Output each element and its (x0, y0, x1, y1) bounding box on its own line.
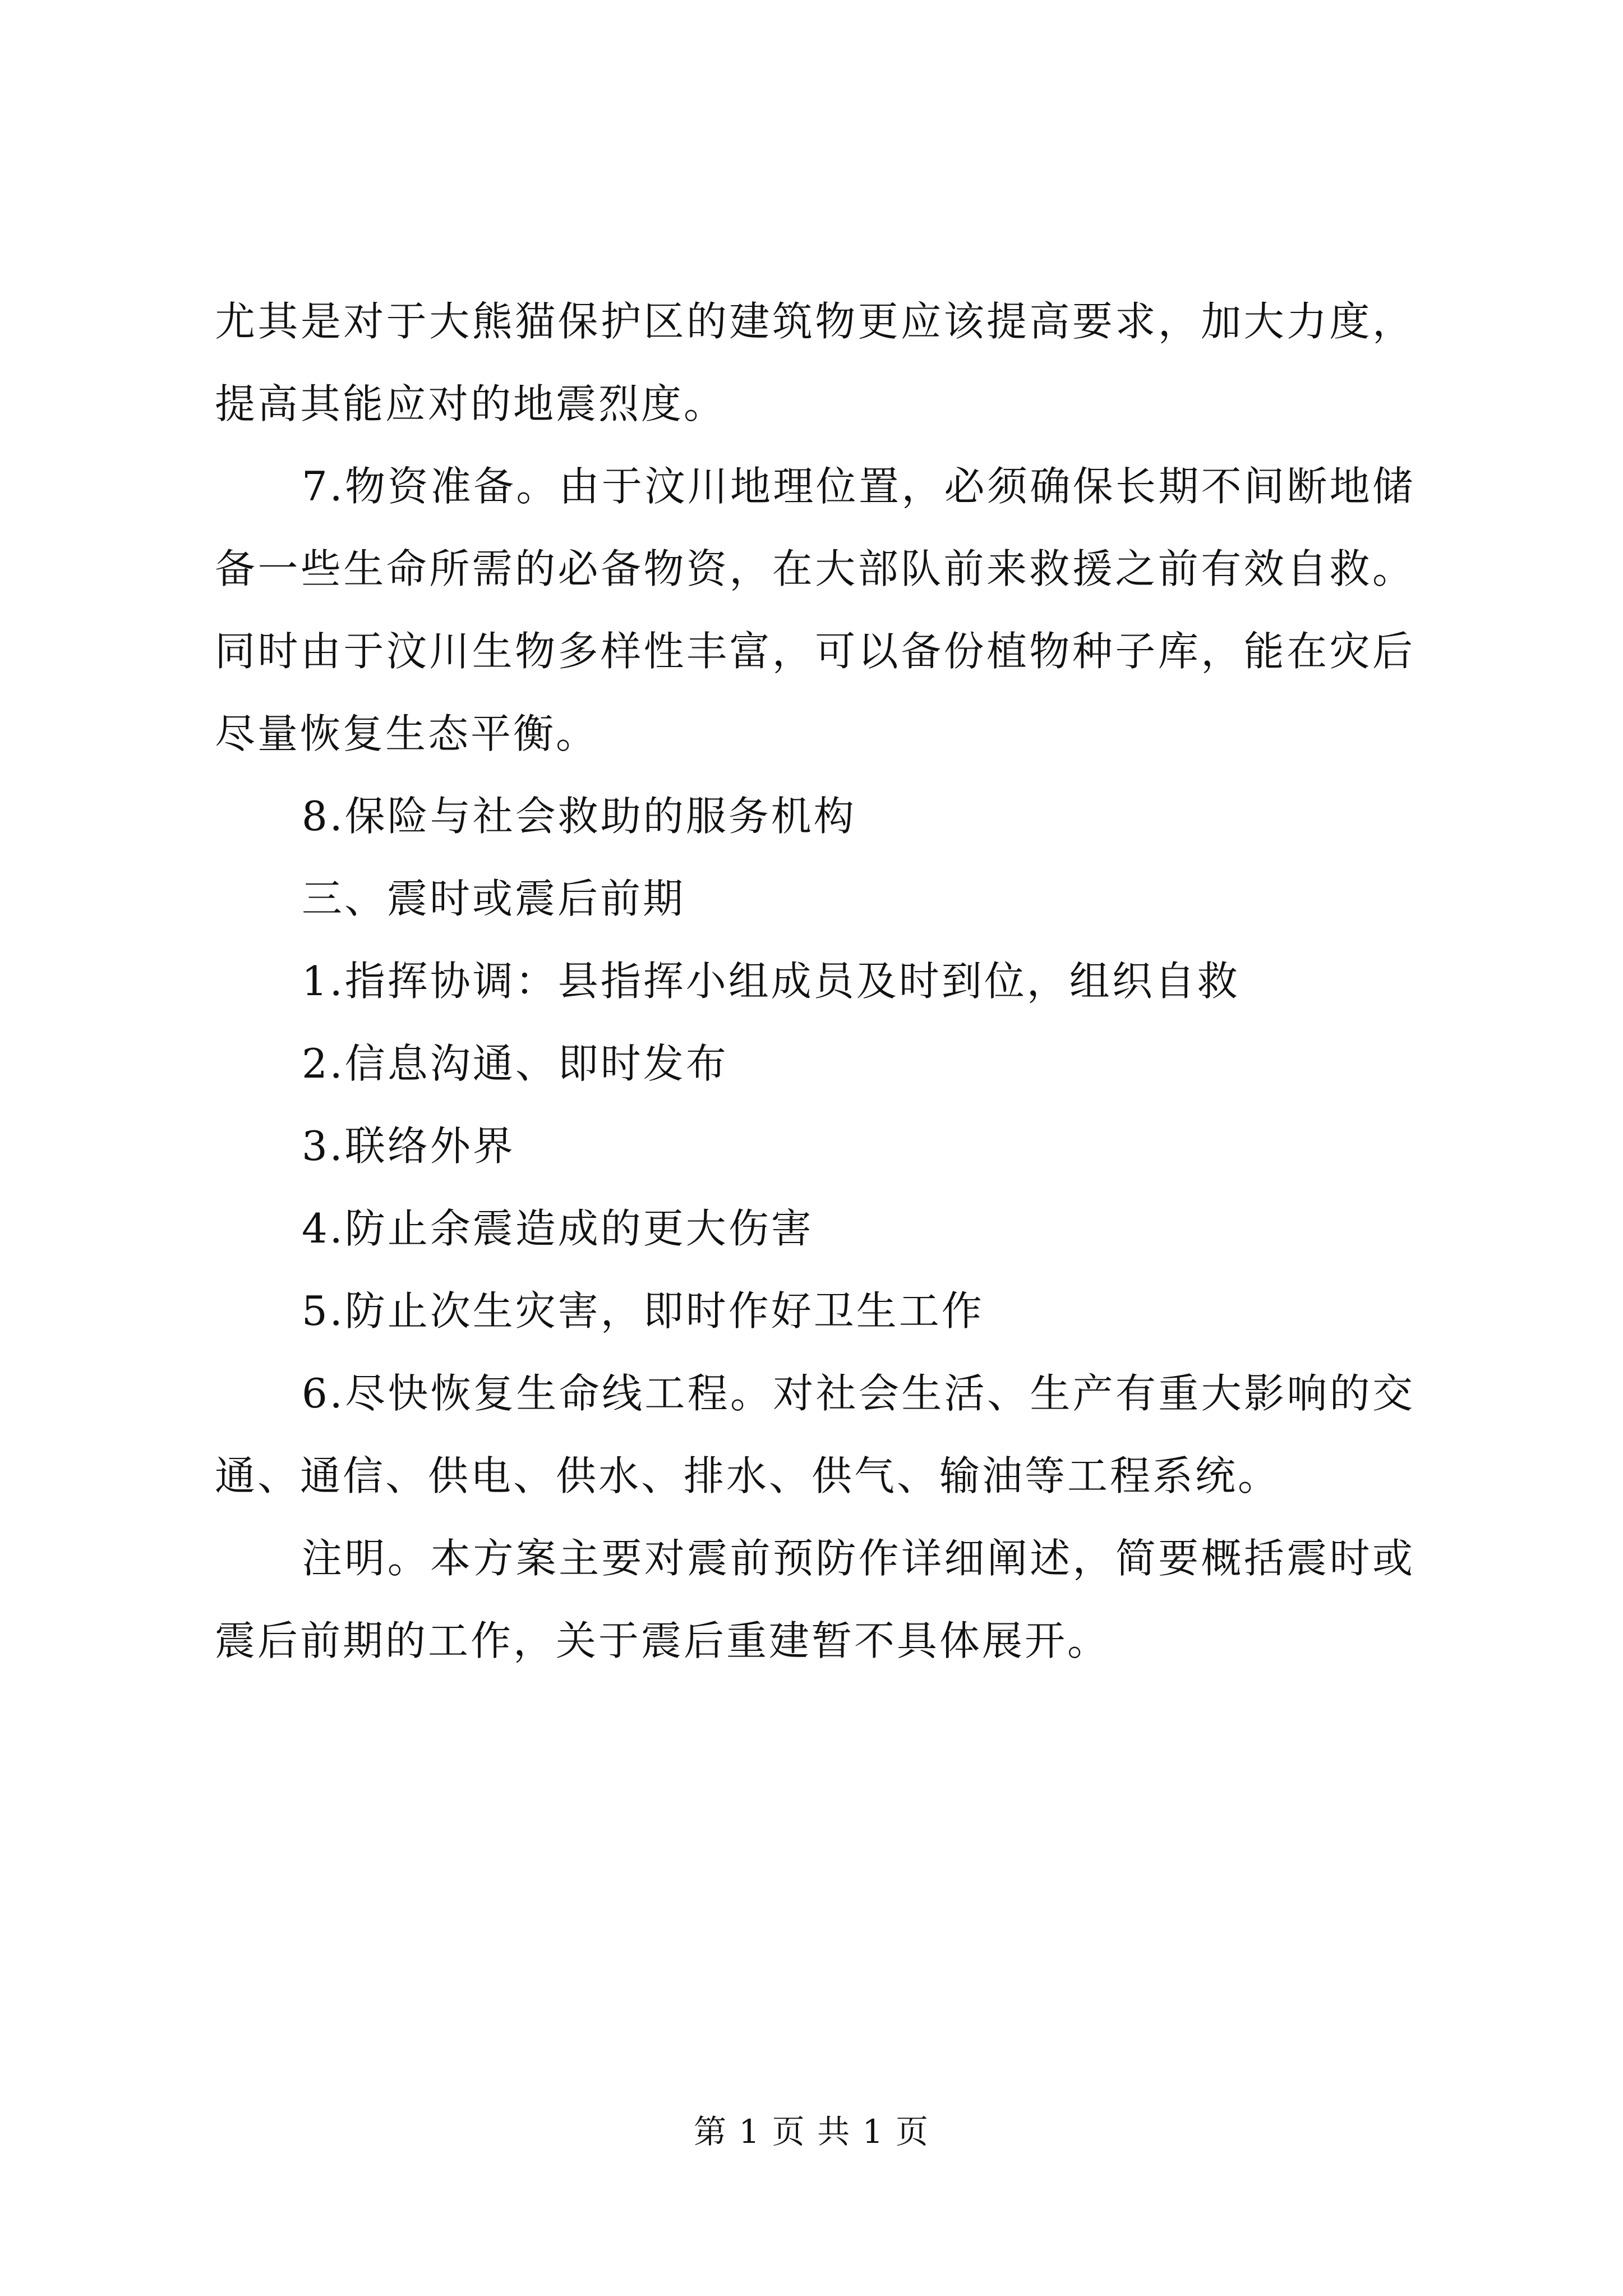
paragraph-item-6: 6.尽快恢复生命线工程。对社会生活、生产有重大影响的交通、通信、供电、供水、排水、供气、输油等工程系统。 (215, 1370, 1415, 1499)
document-body (215, 280, 1415, 1682)
paragraph-item-4: 4.防止余震造成的更大伤害 (302, 1205, 814, 1252)
paragraph-continuation: 尤其是对于大熊猫保护区的建筑物更应该提高要求，加大力度，提高其能应对的地震烈度。 (215, 298, 1415, 427)
page-footer: 第 1 页 共 1 页 (694, 2113, 929, 2151)
paragraph-note: 注明。本方案主要对震前预防作详细阐述，简要概括震时或震后前期的工作，关于震后重建暂不具体展开。 (215, 1535, 1415, 1664)
section-heading-3: 三、震时或震后前期 (302, 875, 686, 922)
paragraph-item-7: 7.物资准备。由于汶川地理位置，必须确保长期不间断地储备一些生命所需的必备物资，在大部队前来救援之前有效自救。同时由于汶川生物多样性丰富，可以备份植物种子库，能在灾后尽量恢复生态平衡。 (215, 463, 1415, 757)
paragraph-item-5: 5.防止次生灾害，即时作好卫生工作 (302, 1287, 984, 1335)
paragraph-item-2: 2.信息沟通、即时发布 (302, 1040, 728, 1087)
paragraph-item-1: 1.指挥协调：县指挥小组成员及时到位，组织自救 (302, 958, 1240, 1005)
paragraph-item-8: 8.保险与社会救助的服务机构 (302, 793, 856, 840)
paragraph-item-3: 3.联络外界 (302, 1122, 515, 1170)
